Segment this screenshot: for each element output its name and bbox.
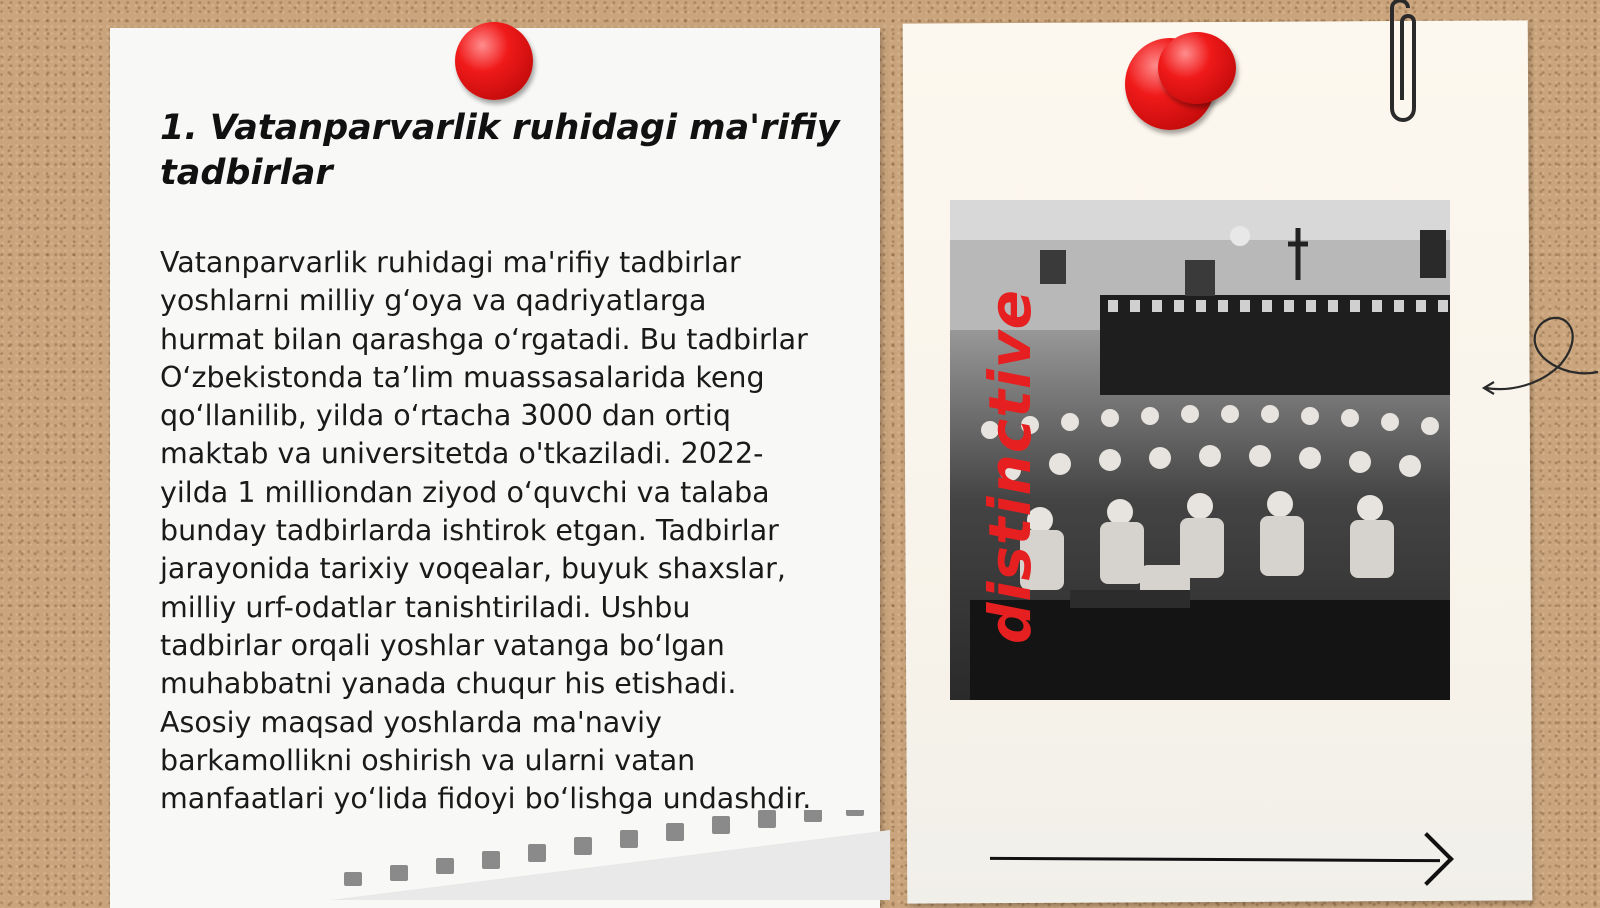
curly-arrow-icon: [1480, 310, 1600, 410]
photo-overlay-text: distinctive: [976, 289, 1044, 644]
torn-paper-strip: [330, 810, 890, 900]
slide-body-text: Vatanparvarlik ruhidagi ma'rifiy tadbirlar yoshlarni milliy g‘oya va qadriyatlarga hurmat bilan qarashga o‘rgatadi. Bu tadbirlar O‘zbekistonda ta’lim muassasalarida keng qo‘llanilib, yilda o‘rtacha 3000 dan ortiq maktab va universitetda o'tkaziladi. 2022- yilda 1 milliondan ziyod o‘quvchi va talaba bunday tadbirlarda ishtirok etgan. Tadbirlar jarayonida tarixiy voqealar, buyuk shaxslar, milliy urf-odatlar tanishtiriladi. Ushbu tadbirlar orqali yoshlar vatanga bo‘lgan muhabbatni yanada chuqur his etishadi. Asosiy maqsad yoshlarda ma'naviy barkamollikni oshirish va ularni vatan manfaatlari yo‘lida fidoyi bo‘lishga undashdir.: [160, 246, 812, 816]
red-pushpin-icon: [1158, 32, 1236, 104]
classroom-photo: [950, 200, 1450, 700]
slide-title: 1. Vatanparvarlik ruhidagi ma'rifiy tadbirlar: [160, 108, 840, 193]
paperclip-icon: [1378, 0, 1424, 125]
red-pushpin-icon: [455, 22, 533, 100]
